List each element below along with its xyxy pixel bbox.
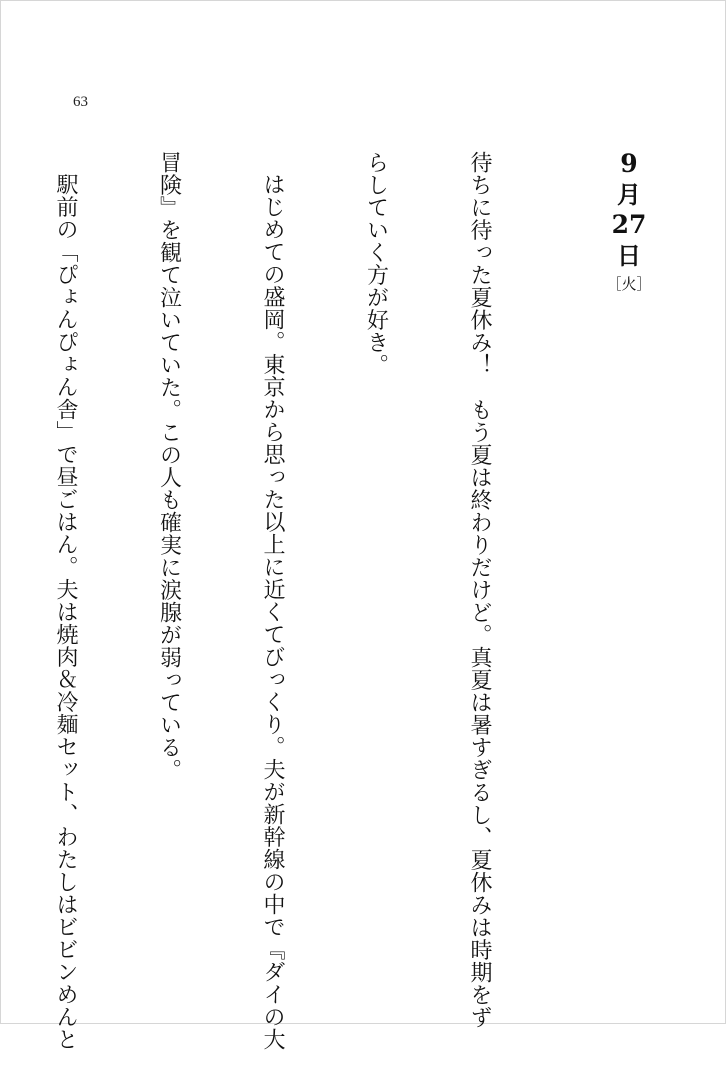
- day-kanji: 日: [617, 241, 641, 270]
- text-column: らしていく方が好き。: [363, 151, 389, 376]
- text-column: 冒険』を観て泣いていた。この人も確実に涙腺が弱っている。: [156, 151, 182, 781]
- month-number: 9: [620, 149, 638, 178]
- text-column: 待ちに待った夏休み！ もう夏は終わりだけど。真夏は暑すぎるし、夏休みは時期をず: [467, 151, 492, 1029]
- diary-body: [0, 151, 565, 1051]
- page-number: 63: [73, 94, 88, 110]
- weekday-label: ［火］: [606, 275, 652, 293]
- month-kanji: 月: [617, 180, 641, 209]
- day-number: 27: [611, 210, 647, 239]
- text-column: 駅前の「ぴょんぴょん舎」で昼ごはん。夫は焼肉＆冷麺セット、わたしはビビンめんと: [53, 173, 78, 1051]
- date-heading: [607, 149, 651, 295]
- text-column: はじめての盛岡。東京から思った以上に近くてびっくり。夫が新幹線の中で『ダイの大: [260, 173, 285, 1051]
